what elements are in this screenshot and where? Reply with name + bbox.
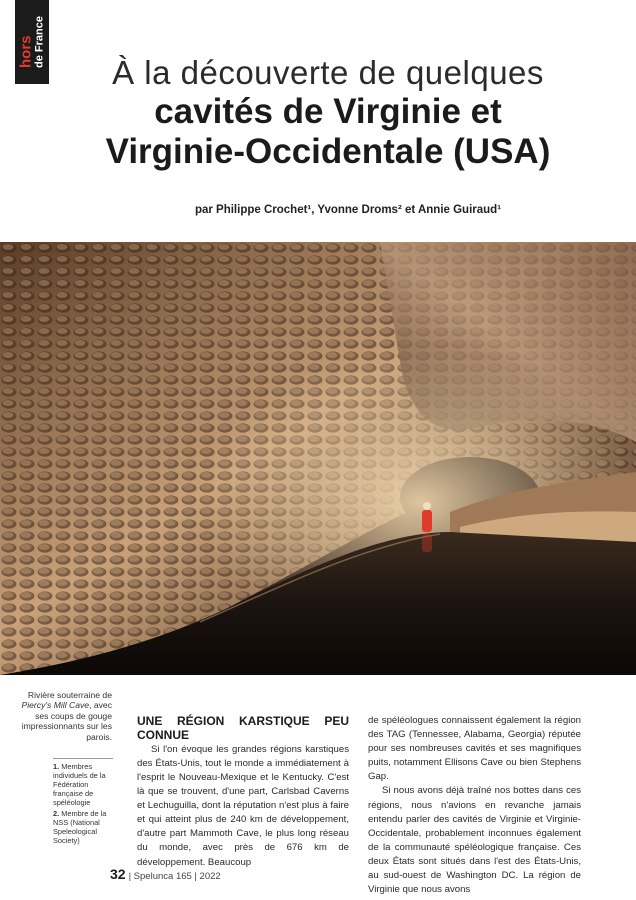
cave-photo-illustration [0, 242, 636, 675]
note-1-text: Membres individuels de la Fédération française de spéléologie [53, 762, 106, 807]
title-line2: cavités de Virginie et [154, 91, 502, 131]
section-tab [15, 0, 49, 84]
section-tab-line1: hors [17, 35, 35, 68]
cave-river-photo [0, 242, 636, 675]
footer-publication: | Spelunca 165 | 2022 [128, 871, 221, 882]
caption-text-start: Rivière souterraine de [27, 690, 112, 700]
caption-text-end: , avec ses coups de gouge impressionnants sur les parois. [21, 700, 112, 742]
text-column-1 [137, 714, 349, 870]
note-2-text: Membre de la NSS (National Speleological Society) [53, 809, 107, 845]
page-number: 32 [110, 866, 126, 882]
note-2 [53, 810, 113, 846]
section-tab-line2: de France [33, 16, 46, 68]
title-line3: Virginie-Occidentale (USA) [105, 131, 551, 171]
authors-byline: par Philippe Crochet¹, Yvonne Droms² et Annie Guiraud¹ [194, 204, 502, 216]
text-column-2 [368, 714, 581, 897]
col2-paragraph-2: Si nous avons déjà traîné nos bottes dans ces régions, nous n'avions en revanche jamais entendu parler des cavités de Virginie et Virginie-Occidentale, probablement inconnues également de la communauté spéléologique française. Ces deux États sont situés dans l'est des États-Unis, au sud-ouest de Washington DC. La région de Virginie que nous avons [368, 785, 581, 896]
caption-cave-name: Piercy's Mill Cave [21, 700, 90, 711]
note-1 [53, 763, 113, 807]
author-notes [53, 758, 113, 849]
photo-caption [20, 690, 112, 742]
note-2-number: 2. [53, 809, 60, 819]
title-line1: À la découverte de quelques [112, 54, 544, 91]
article-title [60, 54, 596, 171]
caver-figure [422, 510, 432, 532]
col2-paragraph-1: de spéléologues connaissent également la région des TAG (Tennessee, Alabama, Georgia) réputée pour ses nombreuses cavités et ses magnifiques puits, notamment Ellisons Cave ou bien Stephens Gap. [368, 715, 581, 783]
section-heading: UNE RÉGION KARSTIQUE PEU CONNUE [137, 714, 349, 743]
col1-paragraph: Si l'on évoque les grandes régions karstiques des États-Unis, tout le monde a immédiatement à l'esprit le Nouveau-Mexique et le Kentucky. C'est là que se trouvent, d'une part, Carlsbad Caverns et Lechuguilla, dont la réputation n'est plus à faire et qui atteint plus de 240 km de développement, d'autre part Mammoth Cave, le plus long réseau du monde, avec près de 676 km de développement. Beaucoup [137, 743, 349, 868]
page-footer [110, 866, 221, 882]
note-1-number: 1. [53, 762, 60, 771]
